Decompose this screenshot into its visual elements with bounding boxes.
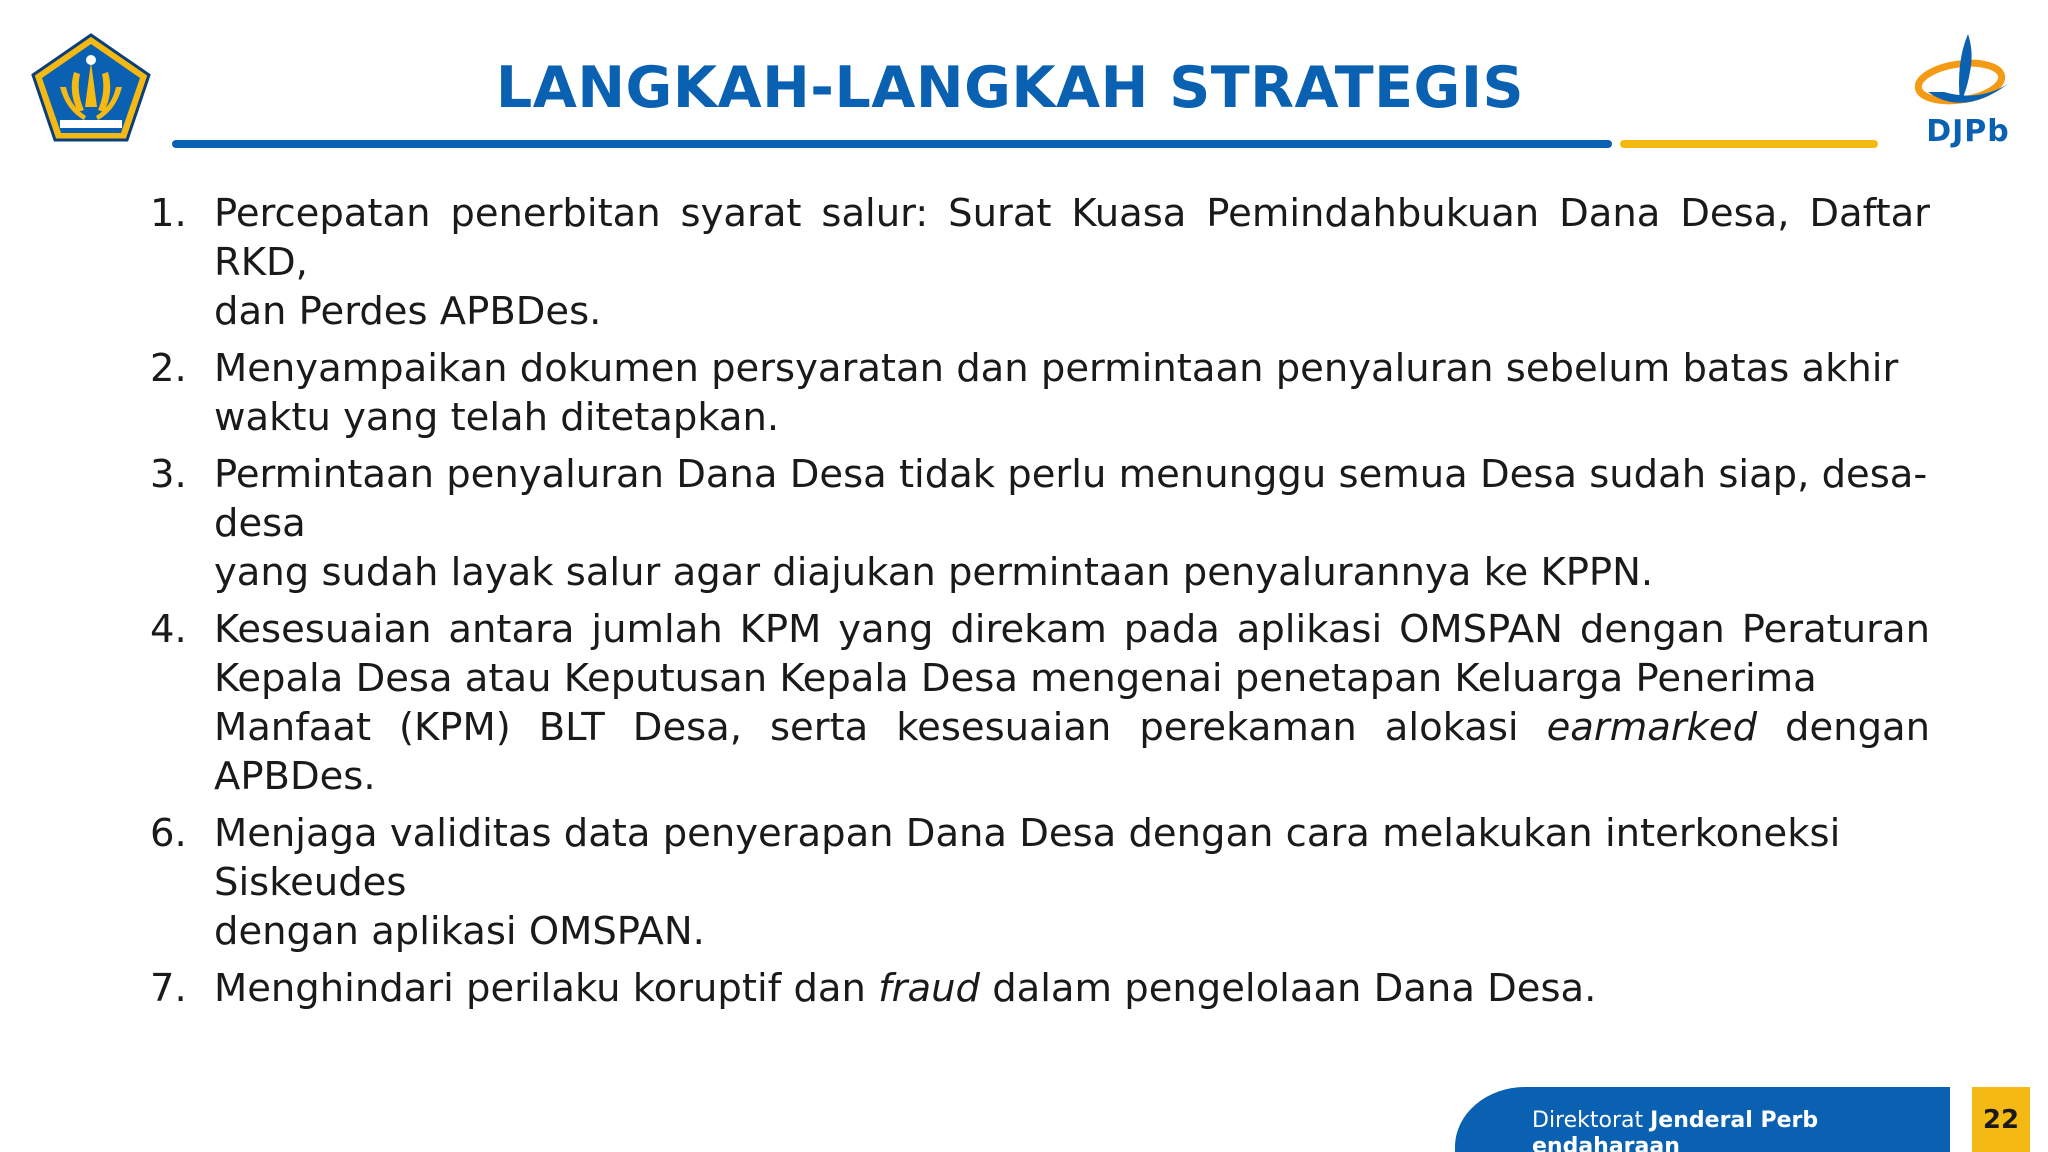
list-text: Menyampaikan dokumen persyaratan dan permintaan penyaluran sebelum batas akhir waktu yang telah ditetapkan.	[214, 346, 1899, 440]
list-item	[150, 964, 1930, 1013]
footer-org-name: Direktorat Jenderal Perb endaharaan	[1532, 1108, 1819, 1152]
list-item	[150, 605, 1930, 801]
list-number: 7.	[150, 966, 187, 1011]
list-text: Menghindari perilaku koruptif dan fraud dalam pengelolaan Dana Desa.	[214, 966, 1597, 1011]
list-number: 6.	[150, 811, 187, 856]
list-item	[150, 809, 1930, 956]
list-number: 2.	[150, 346, 187, 391]
list-number: 3.	[150, 452, 187, 497]
list-text: Percepatan penerbitan syarat salur: Surat Kuasa Pemindahbukuan Dana Desa, Daftar RKD, dan Perdes APBDes.	[214, 191, 1930, 334]
page-title: LANGKAH-LANGKAH STRATEGIS	[495, 55, 1525, 121]
list-text: Permintaan penyaluran Dana Desa tidak perlu menunggu semua Desa sudah siap, desa- desa yang sudah layak salur agar diajukan permintaan penyalurannya ke KPPN.	[214, 452, 1928, 595]
list-item	[150, 450, 1930, 597]
list-text: Menjaga validitas data penyerapan Dana Desa dengan cara melakukan interkoneksi Siskeudes dengan aplikasi OMSPAN.	[214, 811, 1841, 954]
list-number: 1.	[150, 191, 187, 236]
title-underline-yellow	[1620, 140, 1878, 148]
strategy-list	[150, 189, 1930, 1021]
title-underline-blue	[172, 140, 1612, 148]
list-item	[150, 189, 1930, 336]
page-number: 22	[1982, 1105, 2020, 1135]
djpb-logo-text: DJPb	[1926, 114, 2010, 149]
ministry-emblem-logo	[30, 32, 152, 144]
list-number: 4.	[150, 607, 187, 652]
list-item	[150, 344, 1930, 442]
list-text: Kesesuaian antara jumlah KPM yang direkam pada aplikasi OMSPAN dengan Peraturan Kepala Desa atau Keputusan Kepala Desa mengenai penetapan Keluarga Penerima Manfaat (KPM) BLT Desa, serta kesesuaian perekaman alokasi earmarked dengan APBDes.	[214, 607, 1931, 799]
